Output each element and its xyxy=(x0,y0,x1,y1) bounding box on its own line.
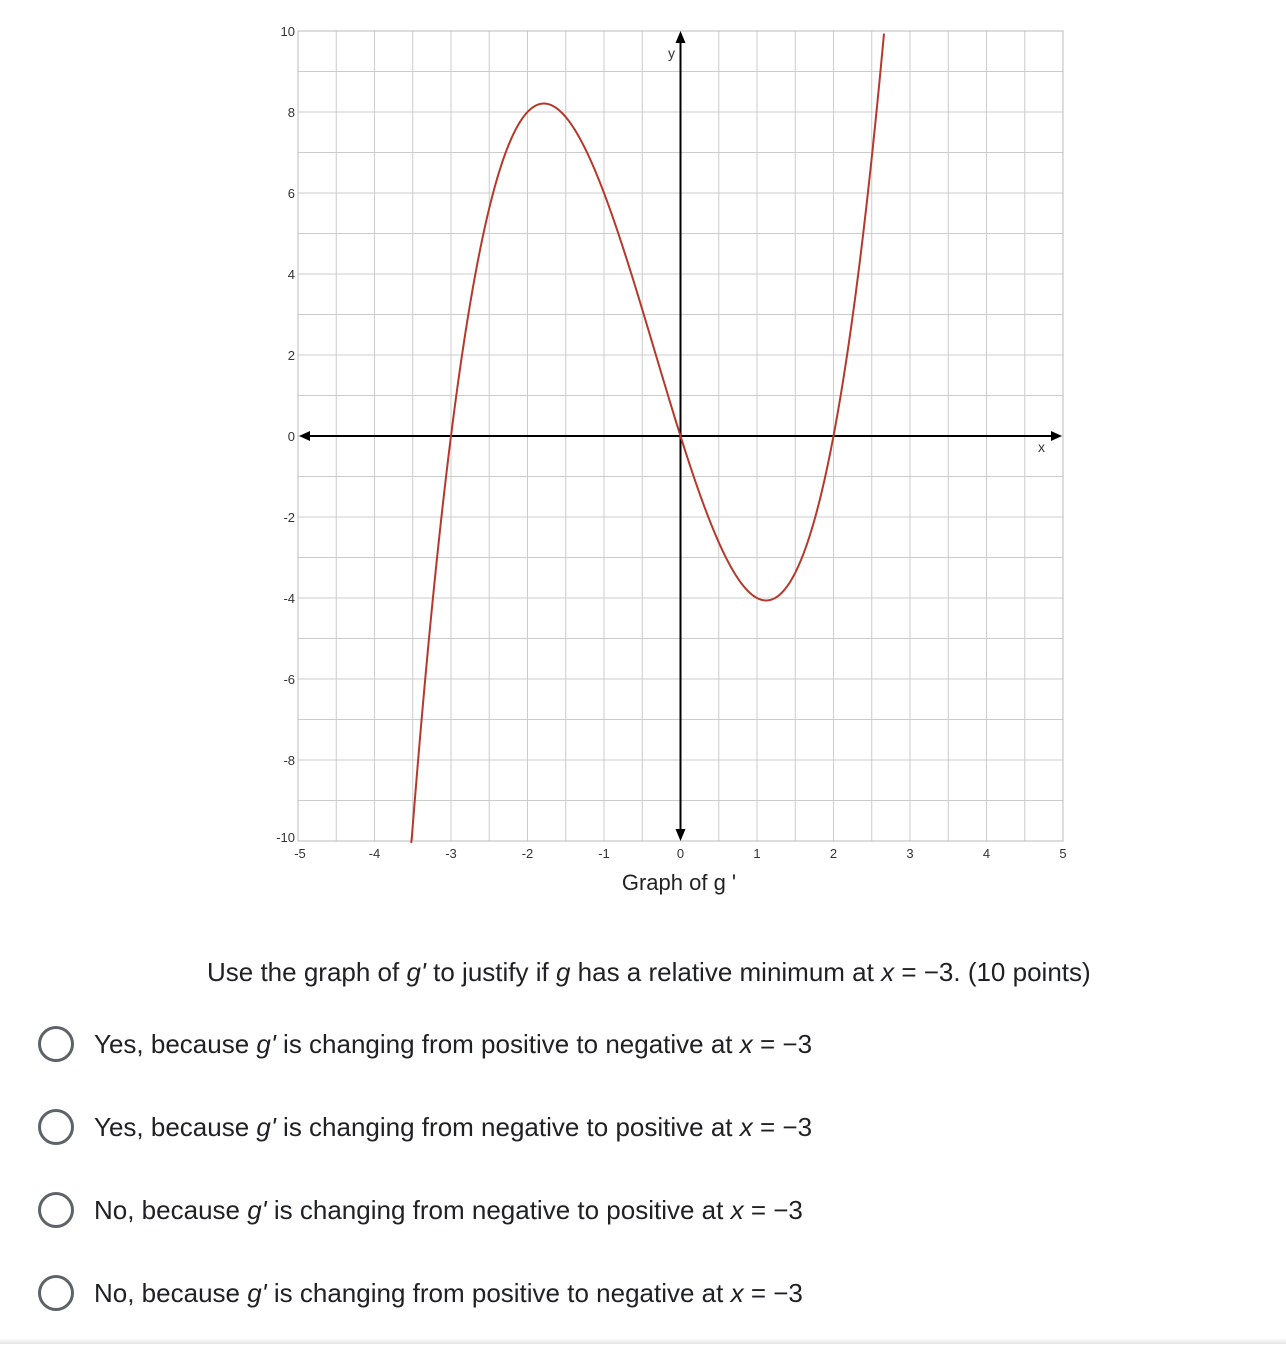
curve-layer xyxy=(411,34,884,843)
radio-button[interactable] xyxy=(38,1275,74,1311)
y-tick-label: 8 xyxy=(287,105,295,120)
question-part: has a relative minimum at xyxy=(570,957,882,987)
y-axis-top-arrow xyxy=(676,31,686,43)
answer-option-label[interactable] xyxy=(94,1195,803,1226)
answer-option-4[interactable] xyxy=(38,1271,812,1315)
x-axis-label: x xyxy=(1038,439,1045,455)
y-tick-label: -2 xyxy=(283,510,295,525)
x-tick-label: 4 xyxy=(982,846,991,861)
page-bottom-edge xyxy=(0,1338,1286,1344)
x-tick-label: -2 xyxy=(521,846,534,861)
x-tick-labels xyxy=(294,846,1066,861)
y-axis-label: y xyxy=(668,45,675,61)
g-prime-curve xyxy=(411,34,884,843)
x-axis-left-arrow xyxy=(299,431,310,441)
option-suffix: = −3 xyxy=(743,1194,803,1225)
option-text: is changing from negative to positive at xyxy=(275,1111,740,1142)
option-prefix: Yes, because xyxy=(94,1028,257,1059)
radio-button[interactable] xyxy=(38,1109,74,1145)
option-x-var: x xyxy=(730,1277,744,1308)
y-tick-label: -10 xyxy=(276,830,295,845)
y-tick-label: -8 xyxy=(283,753,295,768)
option-prefix: No, because xyxy=(94,1277,248,1308)
y-tick-label: 2 xyxy=(287,348,295,363)
x-tick-label: 2 xyxy=(829,846,838,861)
option-text: is changing from positive to negative at xyxy=(275,1028,740,1059)
y-tick-label: 4 xyxy=(287,267,295,282)
y-tick-label: 0 xyxy=(287,429,295,444)
y-tick-label: -4 xyxy=(283,591,295,606)
option-prefix: No, because xyxy=(94,1194,248,1225)
question-text xyxy=(207,952,1091,992)
x-tick-label: 0 xyxy=(676,846,685,861)
option-g-prime: g' xyxy=(247,1194,267,1225)
x-tick-label: 1 xyxy=(753,846,761,861)
option-g-prime: g' xyxy=(256,1028,276,1059)
answer-option-1[interactable] xyxy=(38,1022,812,1066)
option-g-prime: g' xyxy=(247,1277,267,1308)
y-tick-label: 10 xyxy=(280,24,295,39)
x-tick-label: 5 xyxy=(1059,846,1067,861)
option-suffix: = −3 xyxy=(743,1277,803,1308)
answer-option-label[interactable] xyxy=(94,1278,803,1309)
question-x-var: x xyxy=(881,957,895,987)
x-tick-label: -3 xyxy=(445,846,457,861)
y-tick-label: -6 xyxy=(283,672,295,687)
option-x-var: x xyxy=(730,1194,744,1225)
chart-title: Graph of g ' xyxy=(621,870,737,895)
question-part: to justify if xyxy=(425,957,556,987)
answer-options xyxy=(38,1022,812,1354)
x-tick-label: -1 xyxy=(598,846,610,861)
y-tick-label: 6 xyxy=(287,186,295,201)
x-axis-right-arrow xyxy=(1051,431,1062,441)
y-axis-bottom-arrow xyxy=(676,829,686,841)
x-tick-label: -4 xyxy=(368,846,381,861)
option-suffix: = −3 xyxy=(752,1111,813,1142)
question-part: Use the graph of xyxy=(207,957,407,987)
answer-option-2[interactable] xyxy=(38,1105,812,1149)
option-text: is changing from negative to positive at xyxy=(266,1194,731,1225)
question-g-prime: g' xyxy=(406,957,426,987)
x-tick-label: 3 xyxy=(906,846,914,861)
question-part: = −3. (10 points) xyxy=(894,957,1091,987)
option-g-prime: g' xyxy=(256,1111,276,1142)
answer-option-label[interactable] xyxy=(94,1112,812,1143)
y-tick-labels xyxy=(276,24,295,845)
option-x-var: x xyxy=(739,1028,753,1059)
answer-option-label[interactable] xyxy=(94,1029,812,1060)
x-tick-label: -5 xyxy=(294,846,306,861)
option-text: is changing from positive to negative at xyxy=(266,1277,731,1308)
radio-button[interactable] xyxy=(38,1192,74,1228)
option-x-var: x xyxy=(739,1111,753,1142)
answer-option-3[interactable] xyxy=(38,1188,812,1232)
radio-button[interactable] xyxy=(38,1026,74,1062)
option-prefix: Yes, because xyxy=(94,1111,257,1142)
question-g: g xyxy=(555,957,571,987)
option-suffix: = −3 xyxy=(752,1028,813,1059)
